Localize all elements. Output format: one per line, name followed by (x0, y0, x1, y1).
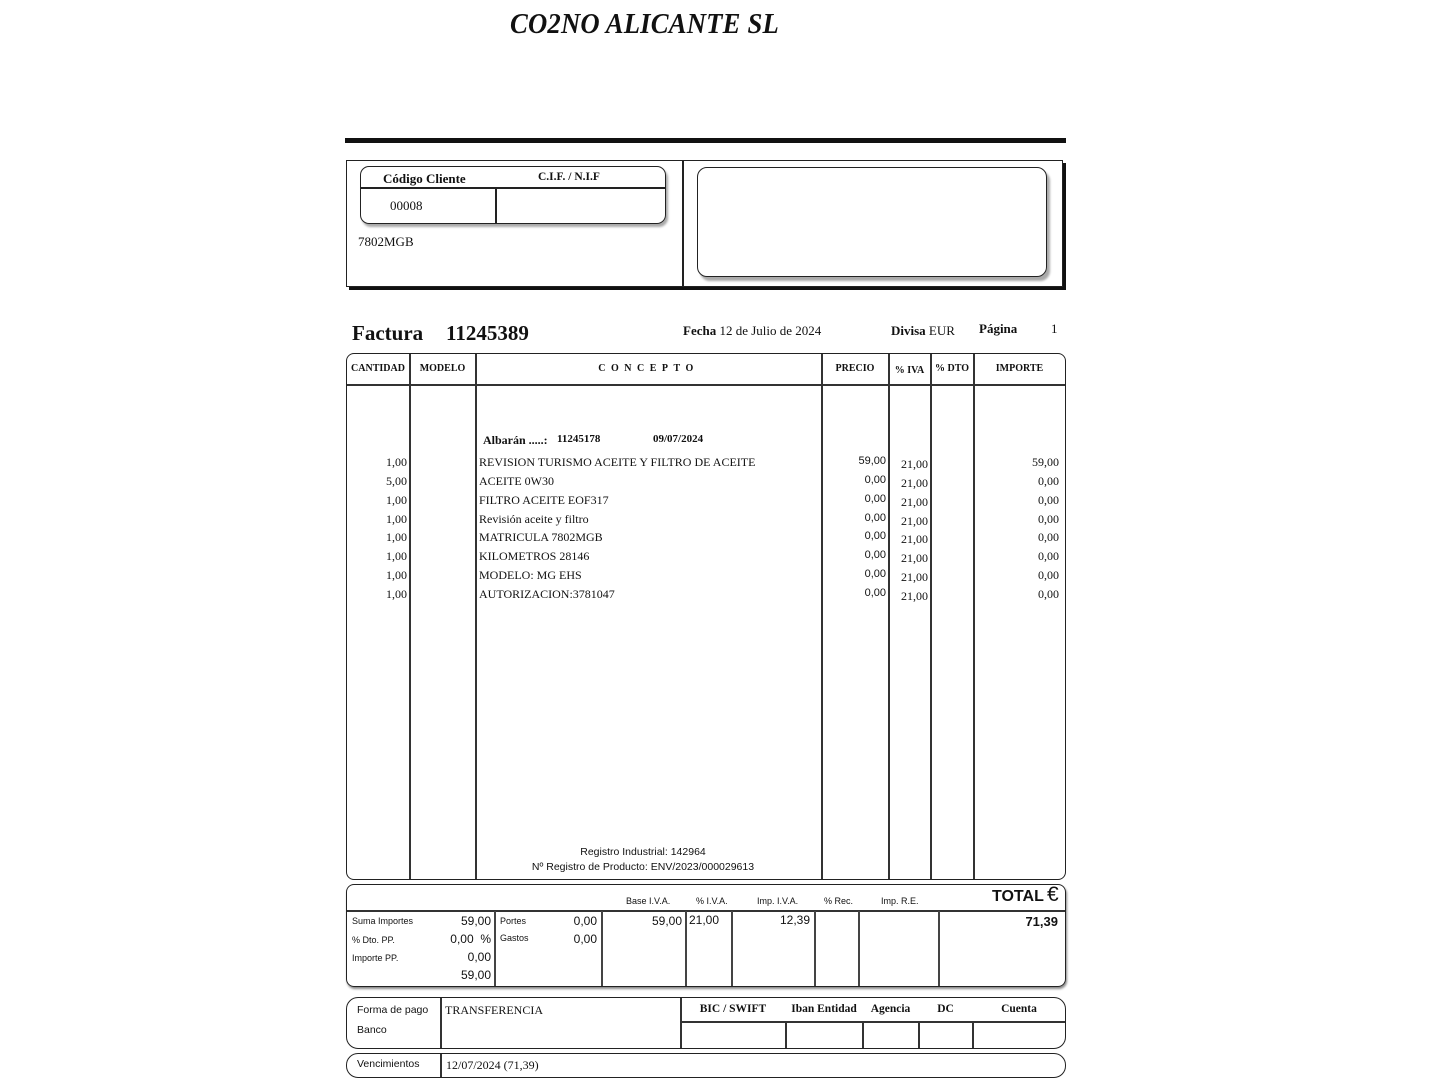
column-divider (862, 1022, 864, 1048)
cell-precio: 0,00 (864, 587, 886, 599)
dc-header: DC (937, 1003, 954, 1015)
cell-precio: 0,00 (864, 549, 886, 561)
page-label: Página (979, 321, 1018, 336)
column-divider (814, 911, 816, 986)
banco-label: Banco (357, 1024, 387, 1036)
cell-precio: 0,00 (864, 512, 886, 524)
cell-concepto: KILOMETROS 28146 (479, 549, 590, 563)
cell-cantidad: 1,00 (386, 493, 407, 507)
invoice-date (683, 323, 821, 339)
column-divider (731, 911, 733, 986)
column-divider (918, 1022, 920, 1048)
column-divider (440, 1054, 442, 1077)
column-divider (973, 354, 975, 879)
column-divider (972, 1022, 974, 1048)
header-divider (345, 138, 1066, 143)
vencimientos-label: Vencimientos (357, 1058, 420, 1070)
cell-cantidad: 1,00 (386, 455, 407, 469)
table-row (0, 455, 1440, 474)
table-row (0, 568, 1440, 587)
cell-importe: 59,00 (1032, 455, 1059, 469)
portes-value: 0,00 (573, 914, 597, 928)
registro-producto: Nº Registro de Producto: ENV/2023/000029613 (531, 861, 755, 873)
column-divider (601, 911, 603, 986)
header-iva: % IVA (894, 365, 925, 376)
column-divider (440, 998, 442, 1048)
cell-iva: 21,00 (901, 476, 928, 490)
bank-header-divider (681, 1021, 1065, 1023)
table-header-divider (347, 384, 1065, 386)
cuenta-header: Cuenta (1001, 1003, 1037, 1015)
table-row (0, 474, 1440, 493)
cell-concepto: FILTRO ACEITE EOF317 (479, 493, 609, 507)
currency-value: EUR (928, 323, 955, 338)
header-dto: % DTO (935, 363, 969, 374)
cell-importe: 0,00 (1038, 568, 1059, 582)
cell-precio: 0,00 (864, 493, 886, 505)
imp-iva-header: Imp. I.V.A. (757, 896, 799, 906)
cell-importe: 0,00 (1038, 549, 1059, 563)
total-value: 71,39 (1025, 914, 1058, 929)
cell-concepto: MODELO: MG EHS (479, 568, 582, 582)
total-label: TOTAL (992, 888, 1044, 905)
importe-pp-label: Importe PP. (352, 953, 399, 963)
imp-iva-value: 12,39 (779, 913, 810, 927)
pct-rec-header: % Rec. (824, 896, 854, 906)
column-divider (785, 1022, 787, 1048)
gastos-value: 0,00 (573, 932, 597, 946)
column-divider (858, 911, 860, 986)
forma-pago-label: Forma de pago (357, 1004, 429, 1016)
pct-iva-header: % I.V.A. (696, 896, 728, 906)
currency (891, 323, 955, 339)
line-items-table (346, 353, 1066, 880)
imp-re-header: Imp. R.E. (881, 896, 919, 906)
client-code-value: 00008 (390, 198, 423, 213)
suma-importes-label: Suma Importes (352, 916, 414, 926)
cell-concepto: REVISION TURISMO ACEITE Y FILTRO DE ACEITE (479, 455, 756, 469)
page-number: 1 (1051, 321, 1058, 336)
date-value: 12 de Julio de 2024 (719, 323, 822, 338)
table-row (0, 512, 1440, 531)
header-modelo: MODELO (419, 363, 466, 374)
table-row (0, 587, 1440, 606)
table-row (0, 493, 1440, 512)
dto-pp-label: % Dto. PP. (352, 935, 395, 945)
date-label: Fecha (683, 323, 717, 338)
column-divider (409, 354, 411, 879)
column-divider (938, 911, 940, 986)
cell-iva: 21,00 (901, 570, 928, 584)
forma-pago-value: TRANSFERENCIA (445, 1003, 544, 1017)
table-row (0, 530, 1440, 549)
column-divider (888, 354, 890, 879)
cell-concepto: ACEITE 0W30 (479, 474, 554, 488)
albaran-label: Albarán .....: (483, 433, 548, 447)
cell-iva: 21,00 (901, 551, 928, 565)
euro-icon: € (1047, 883, 1059, 906)
cell-precio: 0,00 (864, 568, 886, 580)
cell-importe: 0,00 (1038, 512, 1059, 526)
column-divider (821, 354, 823, 879)
client-code-label: Código Cliente (383, 171, 466, 186)
table-row (0, 549, 1440, 568)
cell-cantidad: 5,00 (386, 474, 407, 488)
cell-cantidad: 1,00 (386, 568, 407, 582)
importe-pp-value: 0,00 (467, 950, 491, 964)
header-precio: PRECIO (835, 363, 875, 374)
albaran-date: 09/07/2024 (653, 433, 704, 445)
cell-precio: 59,00 (858, 455, 886, 467)
client-section-divider (682, 160, 684, 287)
header-cantidad: CANTIDAD (351, 363, 405, 374)
cell-concepto: MATRICULA 7802MGB (479, 530, 603, 544)
cell-cantidad: 1,00 (386, 549, 407, 563)
cif-label: C.I.F. / N.I.F (538, 171, 600, 183)
cell-iva: 21,00 (901, 495, 928, 509)
cell-concepto: AUTORIZACION:3781047 (479, 587, 615, 601)
cell-importe: 0,00 (1038, 587, 1059, 601)
cell-cantidad: 1,00 (386, 530, 407, 544)
albaran-number: 11245178 (557, 433, 601, 445)
totals-header-divider (347, 910, 1065, 912)
company-name: CO2NO ALICANTE SL (510, 8, 779, 40)
cell-iva: 21,00 (901, 457, 928, 471)
invoice-number: 11245389 (446, 321, 529, 345)
column-divider (930, 354, 932, 879)
iban-entidad-header: Iban Entidad (791, 1003, 857, 1015)
base-iva-value: 59,00 (651, 914, 682, 928)
cell-importe: 0,00 (1038, 530, 1059, 544)
cell-cantidad: 1,00 (386, 512, 407, 526)
cell-iva: 21,00 (901, 589, 928, 603)
cell-iva: 21,00 (901, 514, 928, 528)
cell-importe: 0,00 (1038, 474, 1059, 488)
portes-label: Portes (500, 916, 527, 926)
header-concepto: CONCEPTO (598, 363, 699, 374)
currency-label: Divisa (891, 323, 926, 338)
column-divider (494, 911, 496, 986)
header-importe: IMPORTE (995, 363, 1044, 374)
column-divider (475, 354, 477, 879)
address-box (697, 167, 1047, 277)
subtotal-value: 59,00 (460, 968, 491, 982)
cell-precio: 0,00 (864, 474, 886, 486)
agencia-header: Agencia (870, 1003, 911, 1015)
base-iva-header: Base I.V.A. (626, 896, 671, 906)
column-divider (685, 911, 687, 986)
pct-iva-value: 21,00 (689, 913, 720, 927)
cell-precio: 0,00 (864, 530, 886, 542)
cell-iva: 21,00 (901, 532, 928, 546)
cell-cantidad: 1,00 (386, 587, 407, 601)
vencimientos-value: 12/07/2024 (71,39) (446, 1058, 539, 1072)
dto-pp-value: 0,00 % (450, 932, 491, 946)
gastos-label: Gastos (500, 933, 529, 943)
registro-industrial: Registro Industrial: 142964 (580, 846, 706, 858)
suma-importes-value: 59,00 (460, 914, 491, 928)
client-reference: 7802MGB (358, 234, 414, 249)
bic-swift-header: BIC / SWIFT (699, 1003, 767, 1015)
cell-importe: 0,00 (1038, 493, 1059, 507)
cell-concepto: Revisión aceite y filtro (479, 512, 589, 526)
invoice-label: Factura (352, 321, 424, 345)
